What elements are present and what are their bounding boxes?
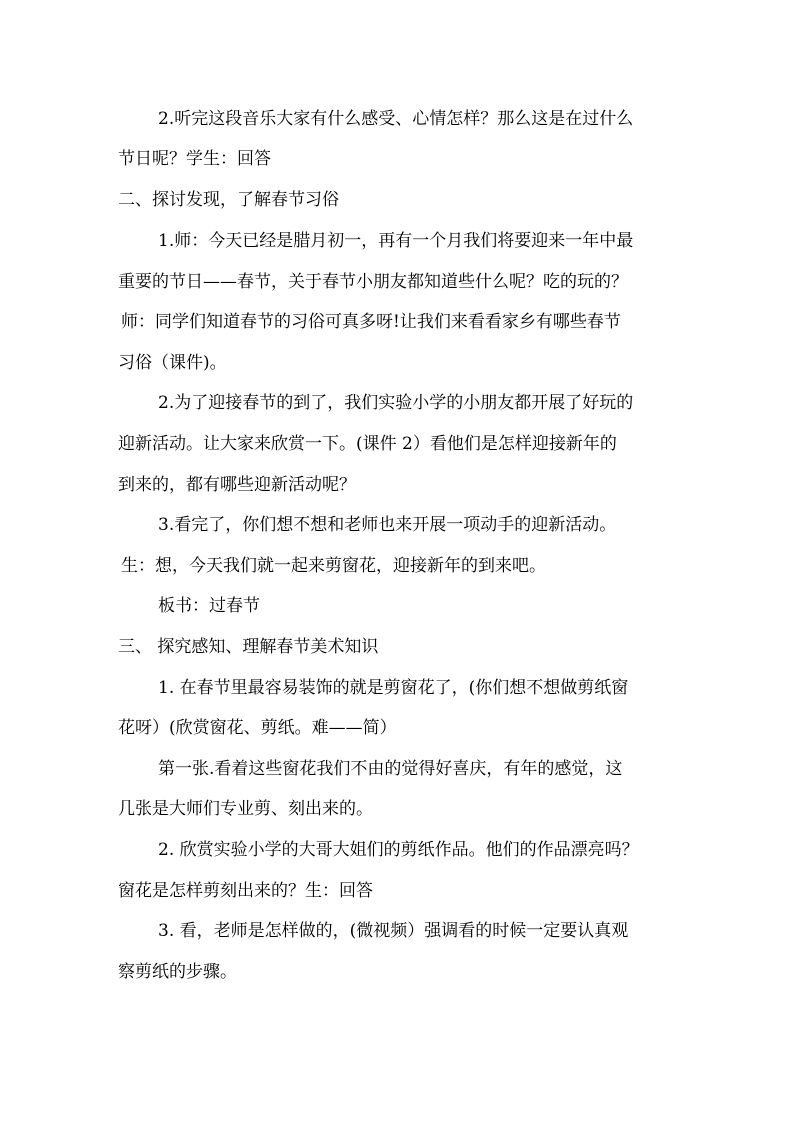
paragraph-line: 重要的节日——春节，关于春节小朋友都知道些什么呢？吃的玩的？ bbox=[118, 272, 628, 292]
paragraph-line: 察剪纸的步骤。 bbox=[118, 962, 237, 982]
paragraph-line: 2.听完这段音乐大家有什么感受、心情怎样？那么这是在过什么 bbox=[158, 109, 634, 129]
paragraph-line: 师：同学们知道春节的习俗可真多呀!让我们来看看家乡有哪些春节 bbox=[121, 312, 621, 332]
paragraph-line: 迎新活动。让大家来欣赏一下。(课件 2）看他们是怎样迎接新年的 bbox=[118, 434, 617, 454]
section-heading: 二、探讨发现，了解春节习俗 bbox=[118, 190, 339, 210]
paragraph-line: 习俗（课件)。 bbox=[118, 353, 227, 373]
paragraph-line: 到来的，都有哪些迎新活动呢？ bbox=[118, 475, 356, 495]
paragraph-line: 1. 在春节里最容易装饰的就是剪窗花了，(你们想不想做剪纸窗 bbox=[158, 678, 629, 698]
paragraph-line: 2.为了迎接春节的到了，我们实验小学的小朋友都开展了好玩的 bbox=[158, 393, 634, 413]
paragraph-line: 窗花是怎样剪刻出来的？生：回答 bbox=[118, 881, 373, 901]
blackboard-note: 板书：过春节 bbox=[158, 596, 260, 616]
paragraph-line: 1.师：今天已经是腊月初一，再有一个月我们将要迎来一年中最 bbox=[158, 231, 634, 251]
section-heading: 三、 探究感知、理解春节美术知识 bbox=[118, 637, 379, 657]
paragraph-line: 3. 看，老师是怎样做的，(微视频）强调看的时候一定要认真观 bbox=[158, 921, 629, 941]
paragraph-line: 第一张.看着这些窗花我们不由的觉得好喜庆，有年的感觉，这 bbox=[158, 759, 623, 779]
paragraph-line: 2. 欣赏实验小学的大哥大姐们的剪纸作品。他们的作品漂亮吗？ bbox=[158, 840, 639, 860]
paragraph-line: 生：想，今天我们就一起来剪窗花，迎接新年的到来吧。 bbox=[121, 556, 546, 576]
paragraph-line: 几张是大师们专业剪、刻出来的。 bbox=[118, 799, 373, 819]
paragraph-line: 3.看完了，你们想不想和老师也来开展一项动手的迎新活动。 bbox=[158, 515, 617, 535]
paragraph-line: 节日呢？学生：回答 bbox=[118, 149, 271, 169]
paragraph-line: 花呀）(欣赏窗花、剪纸。难——简） bbox=[118, 718, 397, 738]
